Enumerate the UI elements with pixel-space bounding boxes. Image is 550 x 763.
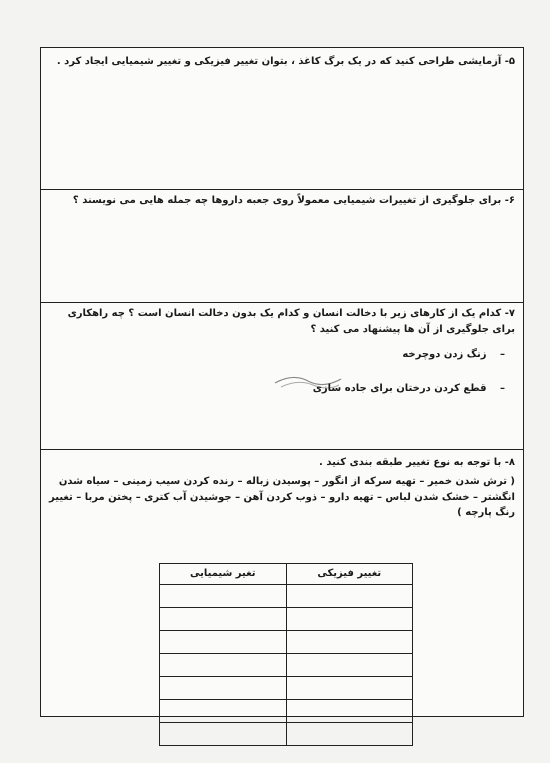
worksheet [40,47,524,717]
bullet-dash: – [500,349,505,360]
table-row [160,700,413,723]
question-8-list: ( ترش شدن خمیر – تهیه سرکه از انگور – پوسیدن زباله – رنده کردن سیب زمینی – سیاه شدن انگشتر – خشک شدن لباس – تهیه دارو – ذوب کردن آهن – جوشیدن آب کتری – پختن مربا – تغییر رنگ پارچه ) [49,476,515,518]
header-physical-change: تغییر فیزیکی [286,564,413,585]
table-header-row [160,564,413,585]
answer-cell[interactable] [286,631,413,654]
header-chemical-change: تغیر شیمیایی [160,564,287,585]
table-row [160,631,413,654]
question-6-text: ۶- برای جلوگیری از تغییرات شیمیایی معمولاً روی جعبه داروها چه جمله هایی می نویسند ؟ [72,195,515,206]
question-7 [41,302,523,450]
table-row [160,585,413,608]
answer-cell[interactable] [286,585,413,608]
table-row [160,654,413,677]
answer-cell[interactable] [160,700,287,723]
q7-item-2 [313,381,505,397]
question-5-text: ۵- آزمایشی طراحی کنید که در یک برگ کاغذ ، بتوان تغییر فیزیکی و تغییر شیمیایی ایجاد کرد . [56,56,515,67]
q7-item-1 [402,347,505,363]
bullet-dash: – [500,383,505,394]
answer-cell[interactable] [160,677,287,700]
answer-cell[interactable] [160,631,287,654]
answer-cell[interactable] [286,654,413,677]
q7-item-2-text: قطع کردن درختان برای جاده سازی [312,383,487,394]
answer-cell[interactable] [160,654,287,677]
classification-table [159,563,413,746]
answer-cell[interactable] [160,608,287,631]
table-row [160,723,413,746]
answer-cell[interactable] [286,677,413,700]
question-7-text: ۷- کدام یک از کارهای زیر با دخالت انسان و کدام یک بدون دخالت انسان است ؟ چه راهکاری برای جلوگیری از آن ها پیشنهاد می کنید ؟ [67,308,515,335]
answer-cell[interactable] [286,608,413,631]
question-5 [41,48,523,190]
question-8 [41,449,523,716]
q7-item-1-text: زنگ زدن دوچرخه [402,349,487,360]
answer-cell[interactable] [286,723,413,746]
question-6 [41,189,523,303]
table-row [160,608,413,631]
answer-cell[interactable] [160,723,287,746]
table-row [160,677,413,700]
answer-cell[interactable] [160,585,287,608]
question-8-title: ۸- با توجه به نوع تغییر طبقه بندی کنید . [319,457,515,468]
answer-cell[interactable] [286,700,413,723]
